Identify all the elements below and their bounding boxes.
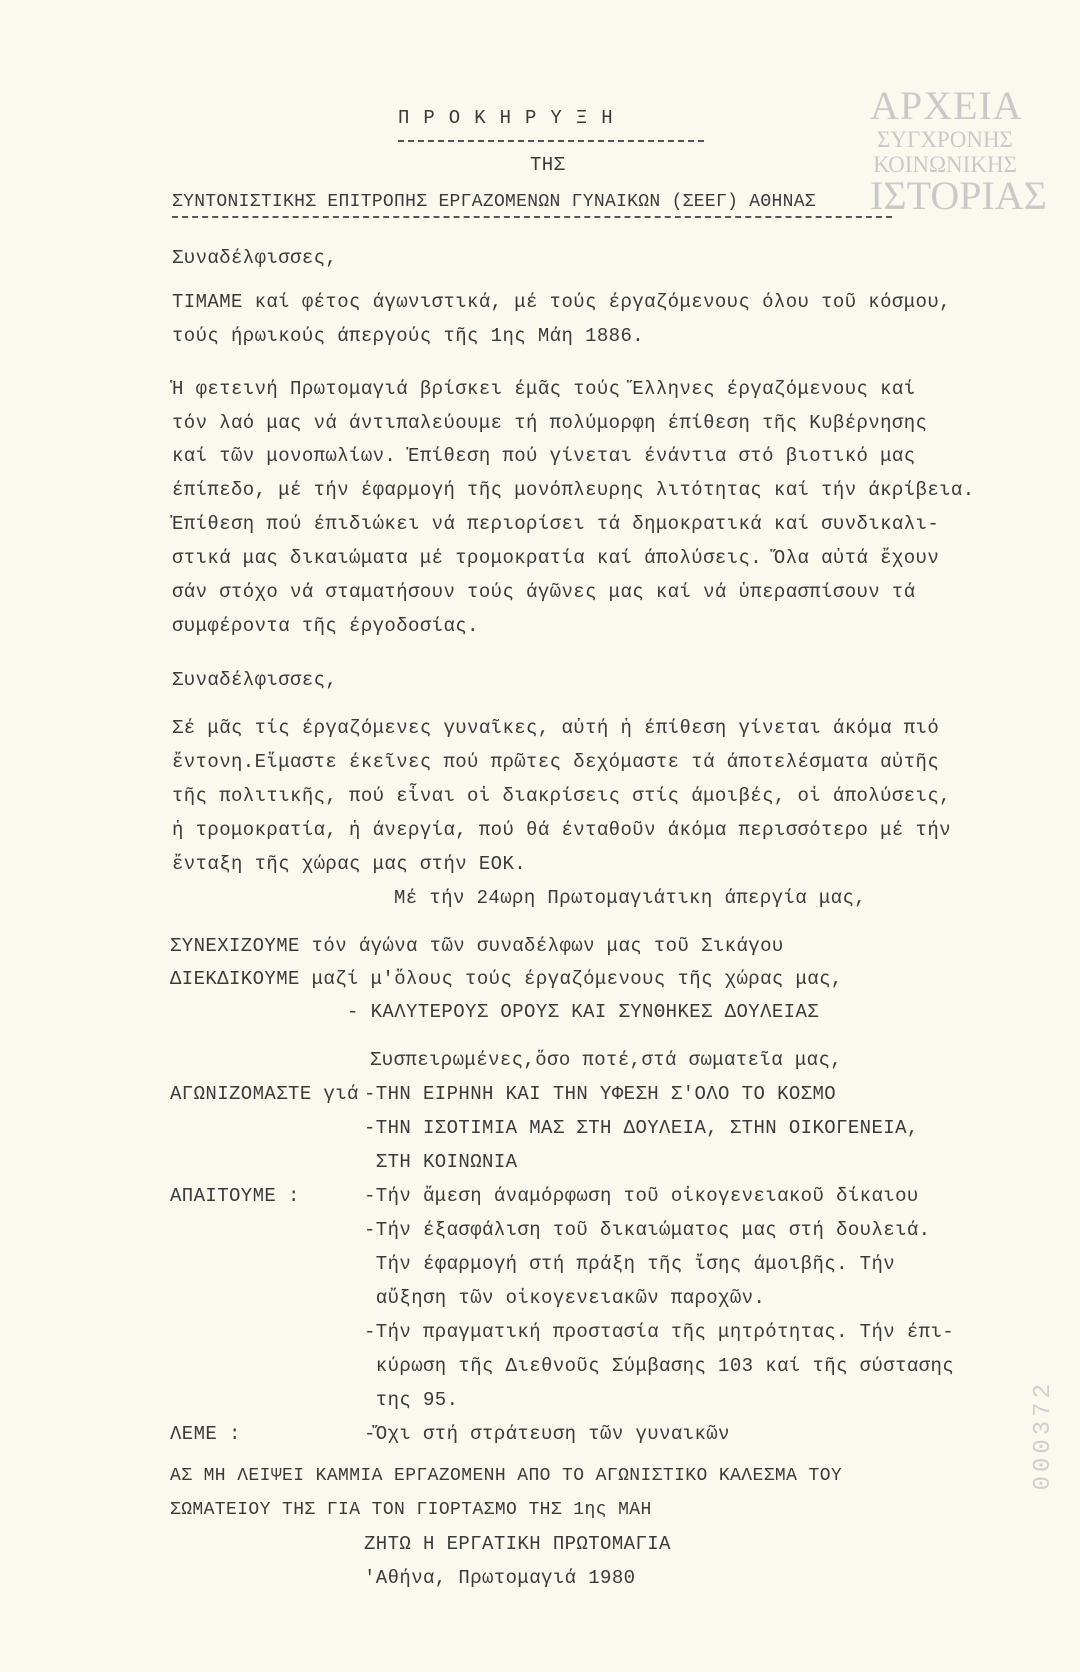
stamp-line-2: ΣΥΓΧΡΟΝΗΣ: [877, 127, 1013, 152]
p2-line-5: Ἐπίθεση πού έπιδιώκει νά περιορίσει τά δημοκρατικά καί συνδικαλι-: [172, 513, 940, 535]
stamp-line-4: ΙΣΤΟΡΙΑΣ: [870, 173, 1047, 218]
p3-line-2: ἔντονη.Εἴμαστε έκεῖνες πού πρῶτες δεχόμαστε τά άποτελέσματα αὐτῆς: [172, 751, 940, 773]
header-of: ΤΗΣ: [530, 154, 566, 176]
slogan: ΖΗΤΩ Η ΕΡΓΑΤΙΚΗ ΠΡΩΤΟΜΑΓΙΑ: [364, 1533, 671, 1555]
demand-item-5: -Τήν πραγματική προστασία τῆς μητρότητας. Τήν έπι-: [364, 1321, 955, 1343]
p3-line-5: ἔνταξη τῆς χώρας μας στήν ΕΟΚ.: [172, 853, 527, 875]
unions-line: Συσπειρωμένες,ὅσο ποτέ,στά σωματεῖα μας,: [370, 1049, 843, 1071]
demand-item-2: -Τήν έξασφάλιση τοῦ δικαιώματος μας στή δουλειά.: [364, 1219, 931, 1241]
struggle-item-1: -ΤΗΝ ΕΙΡΗΝΗ ΚΑΙ ΤΗΝ ΥΦΕΣΗ Σ'ΟΛΟ ΤΟ ΚΟΣΜΟ: [364, 1083, 837, 1105]
struggle-label: ΑΓΩΝΙΖΟΜΑΣΤΕ γιά: [170, 1083, 359, 1105]
p2-line-2: τόν λαό μας νά άντιπαλεύουμε τή πολύμορφη έπίθεση τῆς Κυβέρνησης: [172, 412, 928, 434]
say-item: -Ὄχι στή στράτευση τῶν γυναικῶν: [364, 1423, 730, 1445]
p2-line-6: στικά μας δικαιώματα μέ τρομοκρατία καί άπολύσεις. Ὅλα αὐτά ἔχουν: [172, 547, 940, 569]
p3-line-1: Σέ μᾶς τίς έργαζόμενες γυναῖκες, αὐτή ἡ έπίθεση γίνεται άκόμα πιό: [172, 717, 940, 739]
claim-line: ΔΙΕΚΔΙΚΟΥΜΕ μαζί μ'ὅλους τούς έργαζόμενους τῆς χώρας μας,: [170, 968, 843, 990]
p2-line-7: σάν στόχο νά σταματήσουν τούς άγῶνες μας καί νά ὑπερασπίσουν τά: [172, 581, 916, 603]
demand-item-7: της 95.: [364, 1389, 459, 1411]
greeting-1: Συναδέλφισσες,: [172, 247, 338, 269]
demand-item-1: -Τήν ἄμεση άναμόρφωση τοῦ οἰκογενειακοῦ δίκαιου: [364, 1185, 919, 1207]
p3-line-3: τῆς πολιτικῆς, πού εἶναι οἱ διακρίσεις στίς άμοιβές, οἱ άπολύσεις,: [172, 785, 951, 807]
continue-line: ΣΥΝΕΧΙΖΟΥΜΕ τόν άγώνα τῶν συναδέλφων μας τοῦ Σικάγου: [170, 935, 784, 957]
struggle-item-2: -ΤΗΝ ΙΣΟΤΙΜΙΑ ΜΑΣ ΣΤΗ ΔΟΥΛΕΙΑ, ΣΤΗΝ ΟΙΚΟΓΕΝΕΙΑ,: [364, 1117, 919, 1139]
p2-line-3: καί τῶν μονοπωλίων. Ἐπίθεση πού γίνεται ένάντια στό βιοτικό μας: [172, 445, 916, 467]
struggle-item-3: ΣΤΗ ΚΟΙΝΩΝΙΑ: [364, 1151, 518, 1173]
p1-line-2: τούς ήρωικούς άπεργούς τῆς 1ης Μάη 1886.: [172, 325, 645, 347]
document-title: ΠΡΟΚΗΡΥΞΗ: [398, 107, 627, 129]
stamp-line-3: ΚΟΙΝΩΝΙΚΗΣ: [873, 152, 1017, 177]
greeting-2: Συναδέλφισσες,: [172, 669, 338, 691]
title-underline: [398, 140, 704, 142]
closing-line-2: ΣΩΜΑΤΕΙΟΥ ΤΗΣ ΓΙΑ ΤΟΝ ΓΙΟΡΤΑΣΜΟ ΤΗΣ 1ης ΜΑΗ: [170, 1500, 652, 1520]
p3-line-4: ἡ τρομοκρατία, ἡ άνεργία, πού θά ένταθοῦν άκόμα περισσότερο μέ τήν: [172, 819, 951, 841]
stamp-line-1: ΑΡΧΕΙΑ: [870, 83, 1023, 128]
closing-line-1: ΑΣ ΜΗ ΛΕΙΨΕΙ ΚΑΜΜΙΑ ΕΡΓΑΖΟΜΕΝΗ ΑΠΟ ΤΟ ΑΓΩΝΙΣΤΙΚΟ ΚΑΛΕΣΜΑ ΤΟΥ: [170, 1466, 843, 1486]
demand-item-4: αὔξηση τῶν οἰκογενειακῶν παροχῶν.: [364, 1287, 766, 1309]
organization-name: ΣΥΝΤΟΝΙΣΤΙΚΗΣ ΕΠΙΤΡΟΠΗΣ ΕΡΓΑΖΟΜΕΝΩΝ ΓΥΝΑΙΚΩΝ (ΣΕΕΓ) ΑΘΗΝΑΣ: [172, 192, 816, 212]
signature: 'Αθήνα, Πρωτομαγιά 1980: [364, 1567, 636, 1589]
org-underline: [172, 216, 892, 218]
say-label: ΛΕΜΕ :: [170, 1423, 241, 1445]
conditions-line: - ΚΑΛΥΤΕΡΟΥΣ ΟΡΟΥΣ ΚΑΙ ΣΥΝΘΗΚΕΣ ΔΟΥΛΕΙΑΣ: [347, 1001, 820, 1023]
p2-line-4: έπίπεδο, μέ τήν έφαρμογή τῆς μονόπλευρης λιτότητας καί τήν άκρίβεια.: [172, 479, 975, 501]
archive-number: 000372: [1030, 1380, 1057, 1491]
p1-line-1: ΤΙΜΑΜΕ καί φέτος άγωνιστικά, μέ τούς έργαζόμενους όλου τοῦ κόσμου,: [172, 291, 951, 313]
demand-item-3: Τήν έφαρμογή στή πράξη τῆς ἴσης άμοιβῆς. Τήν: [364, 1253, 896, 1275]
strike-line: Μέ τήν 24ωρη Πρωτομαγιάτικη άπεργία μας,: [394, 887, 867, 909]
demand-label: ΑΠΑΙΤΟΥΜΕ :: [170, 1185, 300, 1207]
demand-item-6: κύρωση τῆς Διεθνοῦς Σύμβασης 103 καί τῆς σύστασης: [364, 1355, 955, 1377]
p2-line-8: συμφέροντα τῆς έργοδοσίας.: [172, 615, 479, 637]
archive-stamp: [870, 83, 1047, 226]
p2-line-1: Ἡ φετεινή Πρωτομαγιά βρίσκει έμᾶς τούς Ἕλληνες έργαζόμενους καί: [172, 378, 916, 400]
